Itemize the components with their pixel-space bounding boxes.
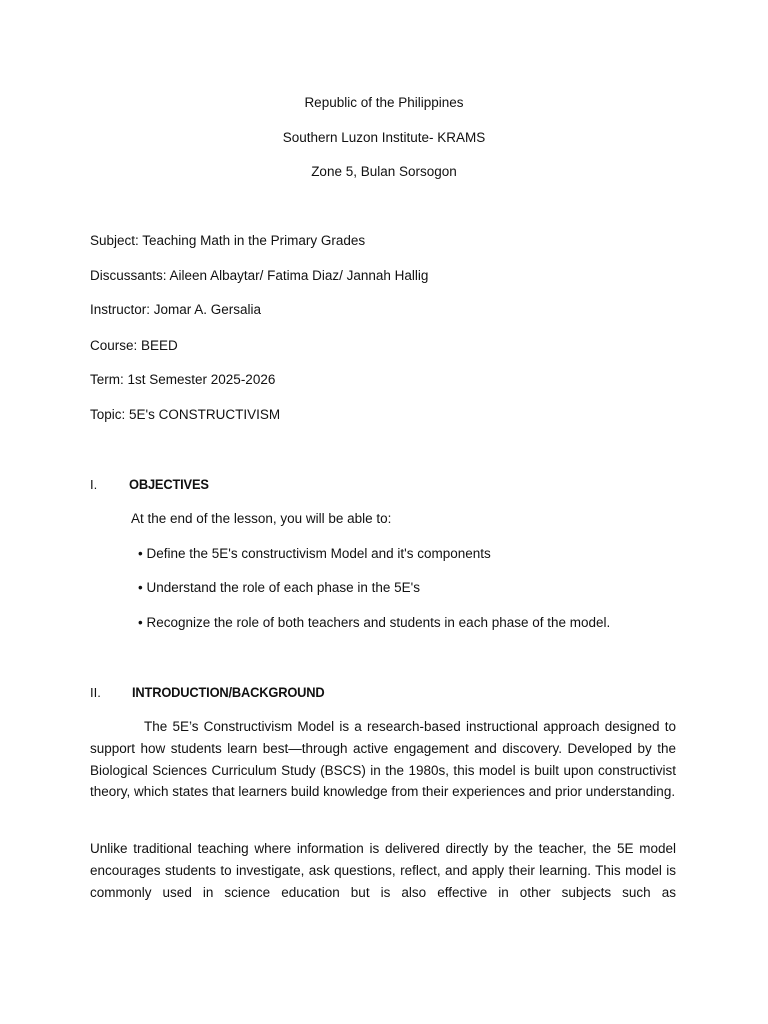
objective-bullet: • Recognize the role of both teachers and students in each phase of the model. [138, 615, 611, 630]
header-republic: Republic of the Philippines [304, 95, 464, 110]
header-address: Zone 5, Bulan Sorsogon [311, 164, 457, 179]
objective-bullet: • Define the 5E's constructivism Model and it's components [138, 546, 491, 561]
section-2-number: II. [90, 685, 101, 700]
section-1-intro: At the end of the lesson, you will be able to: [131, 511, 392, 526]
intro-paragraph: The 5E’s Constructivism Model is a research-based instructional approach designed to support how students learn best—through active engagement and discovery. Developed by the Biological Sciences Curriculum Study (BSCS) in the 1980s, this model is built upon constructivist theory, which states that learners build knowledge from their experiences and prior understanding. [90, 719, 676, 800]
info-topic: Topic: 5E's CONSTRUCTIVISM [90, 407, 281, 422]
info-term: Term: 1st Semester 2025-2026 [90, 372, 276, 387]
section-1-title: OBJECTIVES [129, 476, 209, 492]
info-course: Course: BEED [90, 338, 178, 353]
intro-paragraph: Unlike traditional teaching where information is delivered directly by the teacher, the 5E model encourages students to investigate, ask questions, reflect, and apply their learning. This model is commonly used in science education but is also effective in other subjects such as [90, 841, 676, 900]
info-subject: Subject: Teaching Math in the Primary Grades [90, 233, 366, 248]
section-1-number: I. [90, 477, 98, 492]
section-2-title: INTRODUCTION/BACKGROUND [132, 684, 325, 700]
objective-bullet: • Understand the role of each phase in the 5E's [138, 580, 420, 595]
header-institute: Southern Luzon Institute- KRAMS [282, 130, 486, 145]
info-discussants: Discussants: Aileen Albaytar/ Fatima Diaz/ Jannah Hallig [90, 268, 429, 283]
info-instructor: Instructor: Jomar A. Gersalia [90, 302, 262, 317]
